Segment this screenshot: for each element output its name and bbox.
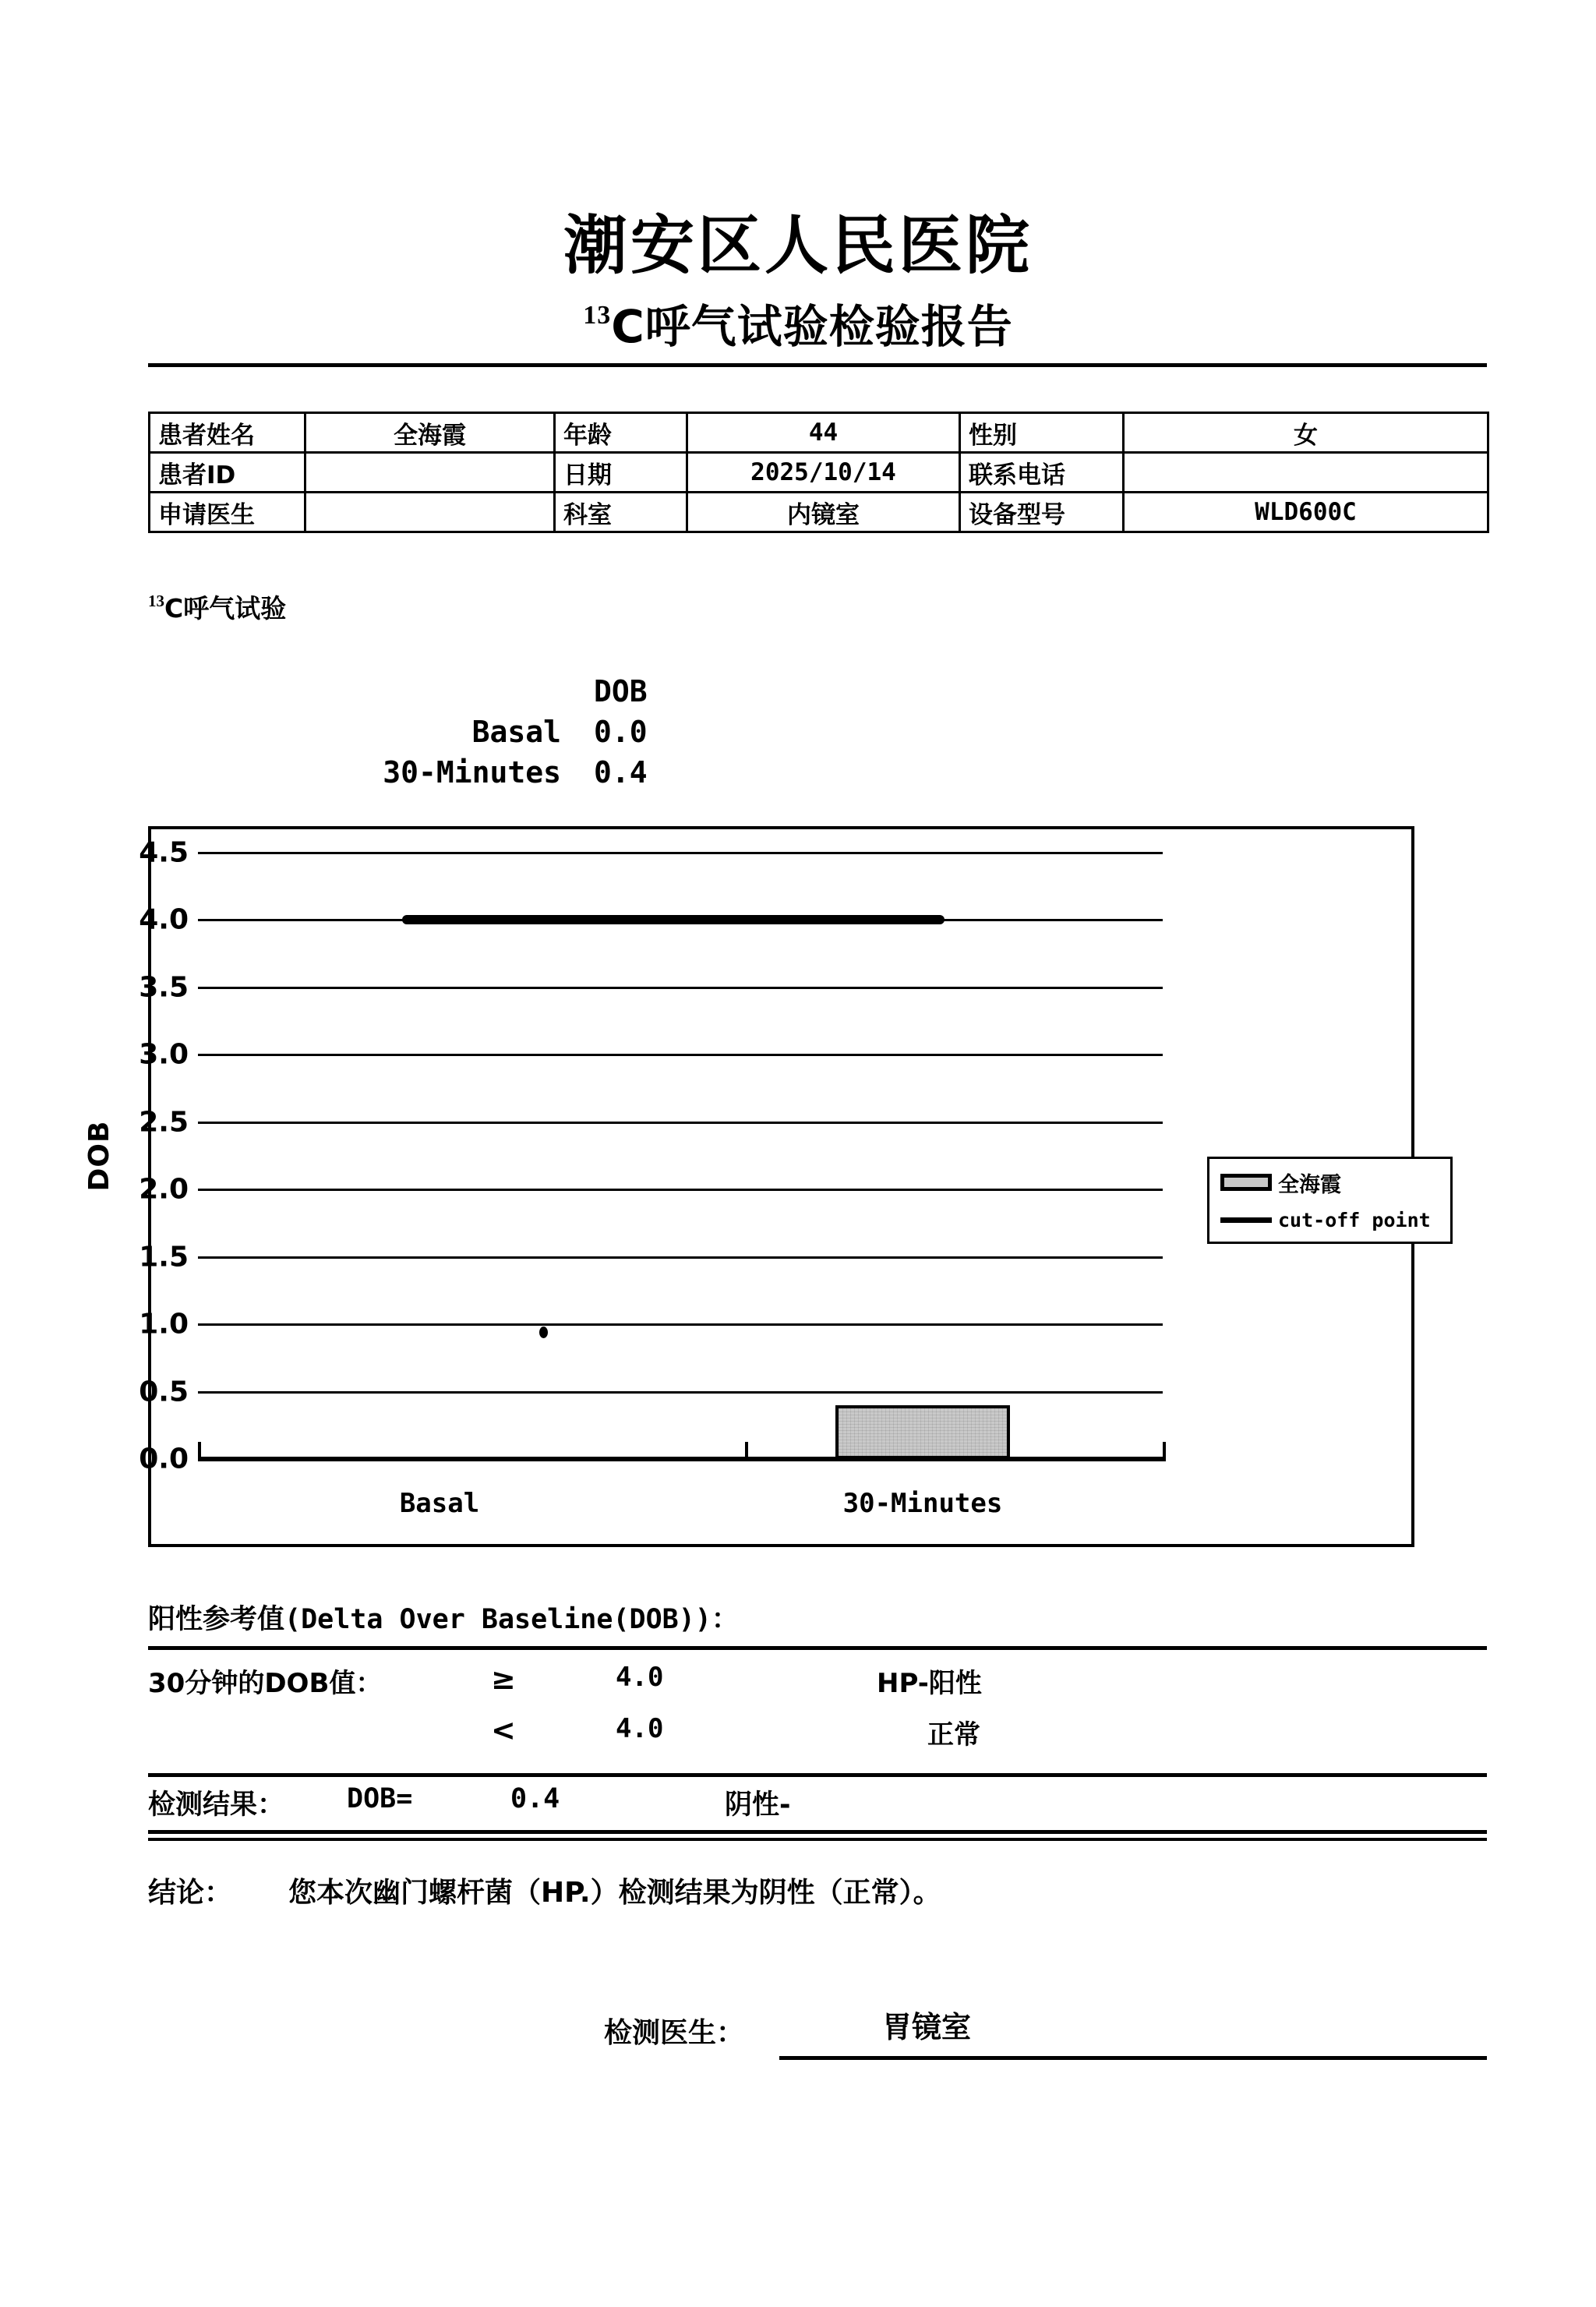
dob-bar-chart [83,826,1431,1547]
reference-heading-cn: 阳性参考值 [148,1604,285,1635]
table-row [150,493,1488,532]
label-gender: 性别 [960,413,1124,453]
test-result-row [148,1783,1487,1830]
value-patient-id [305,453,555,493]
report-title-text: C呼气试验检验报告 [611,300,1013,353]
result-label: 检测结果： [148,1789,285,1821]
chart-y-tick-label: 1.5 [139,1241,189,1274]
patient-info-table [148,412,1489,533]
legend-line-swatch-icon [1220,1217,1272,1223]
chart-gridline [198,1391,1163,1394]
chart-y-tick-label: 0.0 [139,1443,189,1475]
isotope-superscript: 13 [583,301,612,330]
result-interpretation: 阴性- [725,1789,791,1821]
reference-value-normal: 4.0 [616,1713,664,1744]
label-device-model: 设备型号 [960,493,1124,532]
value-age: 44 [687,413,960,453]
legend-entry-cutoff [1220,1203,1431,1237]
label-patient-id: 患者ID [150,453,305,493]
chart-gridline [198,1122,1163,1124]
chart-y-tick-label: 4.5 [139,836,189,869]
hospital-name: 潮安区人民医院 [563,209,1033,283]
chart-plot-area [83,836,1431,1519]
reference-row-positive [148,1662,1487,1710]
chart-gridline [198,852,1163,854]
chart-y-tick-label: 1.0 [139,1308,189,1341]
value-department: 内镜室 [687,493,960,532]
chart-gridline [198,1323,1163,1326]
legend-entry-patient [1220,1165,1341,1199]
scan-artifact-speck [539,1327,548,1338]
result-dob-label: DOB= [347,1783,413,1814]
dob-row-label-basal: Basal [471,715,561,749]
reference-label-30min: 30分钟的DOB值： [148,1668,383,1699]
reference-result-normal: 正常 [927,1719,980,1751]
reference-divider-middle [148,1773,1487,1777]
value-patient-name: 全海霞 [305,413,555,453]
table-row [150,413,1488,453]
reference-result-positive: HP-阳性 [877,1668,982,1699]
dob-summary-row-30min [257,755,687,796]
chart-x-tick-label: 30-Minutes [842,1488,1003,1519]
reference-divider-top [148,1646,1487,1650]
report-title [0,290,1596,355]
value-phone [1124,453,1488,493]
chart-x-tick [198,1442,201,1459]
reference-divider-bottom-1 [148,1830,1487,1834]
chart-y-tick-label: 4.0 [139,903,189,936]
chart-legend [1207,1157,1453,1244]
reference-heading-en: (Delta Over Baseline(DOB))： [284,1604,739,1635]
value-date: 2025/10/14 [687,453,960,493]
chart-x-axis [198,1457,1166,1461]
dob-summary-header [257,674,687,715]
dob-summary-table [257,674,687,796]
chart-x-tick [745,1442,748,1459]
chart-gridline [198,1054,1163,1056]
chart-x-tick [1163,1442,1166,1459]
value-gender: 女 [1124,413,1488,453]
reference-value-positive: 4.0 [616,1662,664,1693]
chart-y-tick-label: 3.0 [139,1038,189,1071]
label-department: 科室 [555,493,687,532]
reference-heading [148,1598,739,1637]
legend-bar-swatch-icon [1220,1174,1272,1191]
section-label-text: C呼气试验 [164,593,287,624]
legend-label-patient: 全海霞 [1278,1172,1341,1197]
chart-y-tick-label: 3.5 [139,971,189,1004]
legend-label-cutoff: cut-off point [1278,1208,1431,1231]
label-date: 日期 [555,453,687,493]
reference-operator-lt: < [491,1713,516,1747]
signature-value: 胃镜室 [882,2010,972,2044]
chart-gridline [198,987,1163,989]
chart-gridline [198,1189,1163,1191]
label-age: 年龄 [555,413,687,453]
reference-row-normal [148,1713,1487,1761]
section-label [148,588,286,625]
header-divider [148,363,1487,367]
signature-label: 检测医生： [604,2017,745,2049]
table-row [150,453,1488,493]
dob-row-value-basal: 0.0 [594,715,648,749]
reference-divider-bottom-2 [148,1838,1487,1841]
chart-gridline [198,1256,1163,1259]
reference-operator-ge: ≥ [491,1662,516,1696]
label-requesting-doctor: 申请医生 [150,493,305,532]
label-phone: 联系电话 [960,453,1124,493]
conclusion-text: 您本次幽门螺杆菌（HP.）检测结果为阴性（正常）。 [288,1877,941,1909]
label-patient-name: 患者姓名 [150,413,305,453]
dob-row-value-30min: 0.4 [594,755,648,790]
value-device-model: WLD600C [1124,493,1488,532]
chart-y-tick-label: 2.0 [139,1173,189,1206]
dob-row-label-30min: 30-Minutes [383,755,561,790]
dob-column-header: DOB [594,674,648,708]
dob-summary-row-basal [257,715,687,755]
chart-x-tick-label: Basal [399,1488,480,1519]
chart-y-axis-label: DOB [83,1120,115,1192]
result-dob-value: 0.4 [510,1783,560,1814]
conclusion-lead: 结论： [148,1877,233,1909]
value-requesting-doctor [305,493,555,532]
chart-bar [835,1405,1010,1459]
chart-cutoff-line [402,915,945,924]
isotope-superscript: 13 [148,592,164,610]
conclusion [148,1871,941,1910]
signature-line [779,2056,1487,2060]
chart-y-tick-label: 0.5 [139,1376,189,1408]
chart-y-tick-label: 2.5 [139,1106,189,1139]
